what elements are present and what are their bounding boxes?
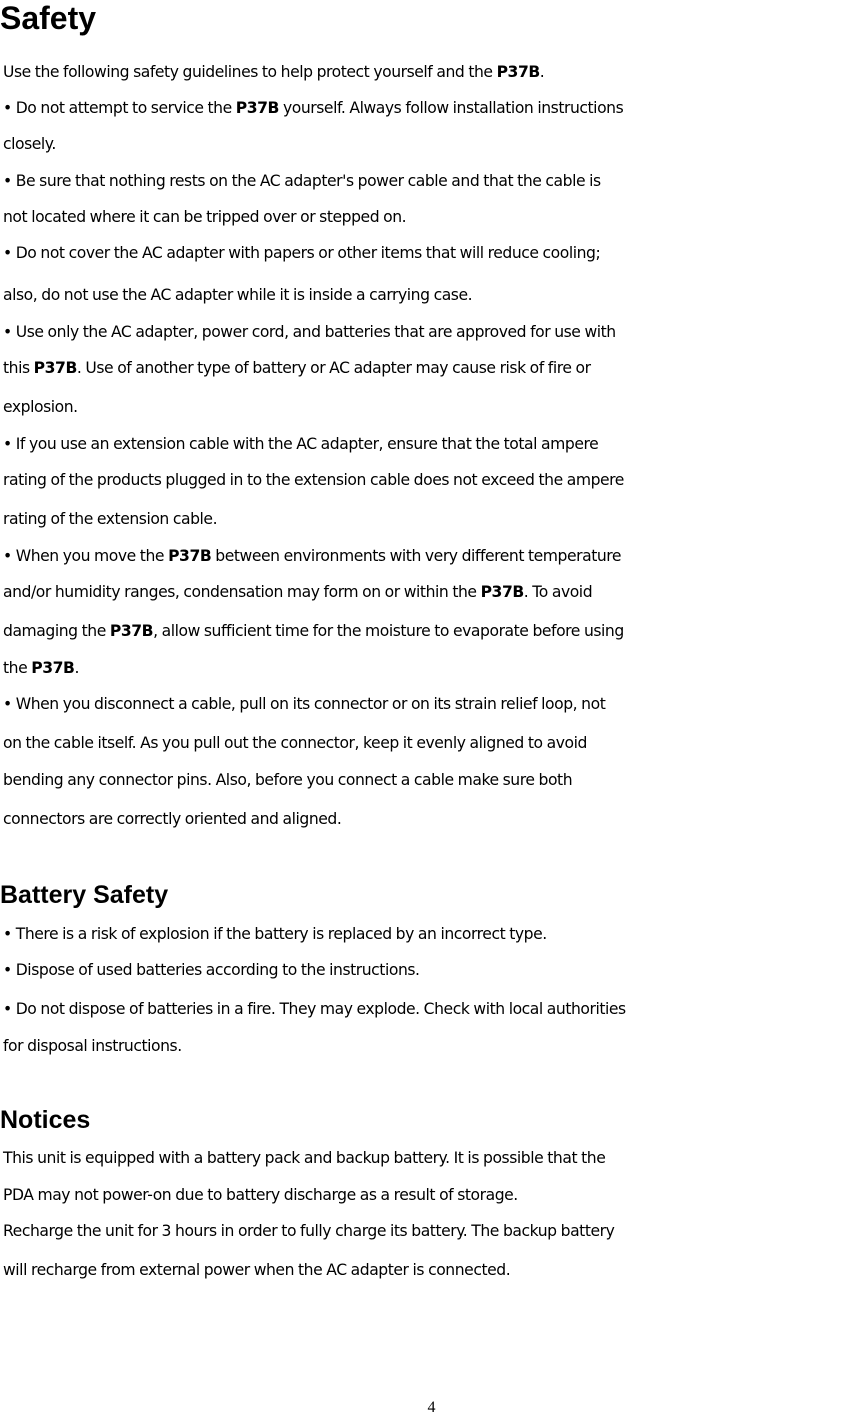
safety-bullet-line: • Use only the AC adapter, power cord, and batteries that are approved for use with [3, 323, 616, 341]
notices-text-line: will recharge from external power when the AC adapter is connected. [3, 1261, 511, 1279]
battery-bullet-line: • Dispose of used batteries according to the instructions. [3, 961, 420, 979]
safety-text-line: not located where it can be tripped over or stepped on. [3, 208, 407, 226]
model-name: P37B [33, 359, 77, 377]
safety-text-line: and/or humidity ranges, condensation may form on or within the P37B. To avoid [3, 583, 593, 601]
model-name: P37B [109, 622, 154, 640]
safety-bullet-line: • Be sure that nothing rests on the AC adapter's power cable and that the cable is [3, 172, 601, 190]
safety-intro: Use the following safety guidelines to help protect yourself and the P37B. [3, 63, 545, 81]
page-number: 4 [427, 1399, 436, 1416]
safety-bullet-line: • When you move the P37B between environments with very different temperature [3, 547, 622, 565]
battery-bullet-line: • Do not dispose of batteries in a fire. They may explode. Check with local authorities [3, 1000, 626, 1018]
safety-bullet-line: • Do not attempt to service the P37B yourself. Always follow installation instructions [3, 99, 624, 117]
notices-heading: Notices [0, 1106, 91, 1134]
battery-safety-heading: Battery Safety [0, 881, 169, 909]
safety-text-line: closely. [3, 135, 56, 153]
safety-bullet-line: • Do not cover the AC adapter with papers or other items that will reduce cooling; [3, 244, 601, 262]
battery-text-line: for disposal instructions. [3, 1037, 182, 1055]
safety-text-line: damaging the P37B, allow sufficient time for the moisture to evaporate before using [3, 622, 624, 640]
safety-text-line: explosion. [3, 398, 78, 416]
safety-text-line: bending any connector pins. Also, before you connect a cable make sure both [3, 771, 573, 789]
safety-text-line: rating of the extension cable. [3, 510, 218, 528]
notices-text-line: Recharge the unit for 3 hours in order to fully charge its battery. The backup battery [3, 1222, 615, 1240]
model-name: P37B [31, 659, 75, 677]
model-name: P37B [480, 583, 524, 601]
safety-text-line: this P37B. Use of another type of battery or AC adapter may cause risk of fire or [3, 359, 591, 377]
safety-text-line: connectors are correctly oriented and aligned. [3, 810, 342, 828]
notices-text-line: This unit is equipped with a battery pack and backup battery. It is possible that the [3, 1149, 606, 1167]
model-name: P37B [168, 547, 212, 565]
safety-text-line: also, do not use the AC adapter while it is inside a carrying case. [3, 286, 473, 304]
model-name: P37B [235, 99, 279, 117]
safety-bullet-line: • When you disconnect a cable, pull on its connector or on its strain relief loop, not [3, 695, 606, 713]
safety-text-line: on the cable itself. As you pull out the connector, keep it evenly aligned to avoid [3, 734, 587, 752]
safety-bullet-line: • If you use an extension cable with the AC adapter, ensure that the total ampere [3, 435, 599, 453]
model-name: P37B [496, 63, 540, 81]
notices-text-line: PDA may not power-on due to battery discharge as a result of storage. [3, 1186, 518, 1204]
safety-text-line: the P37B. [3, 659, 79, 677]
safety-heading: Safety [0, 0, 97, 36]
safety-text-line: rating of the products plugged in to the extension cable does not exceed the ampere [3, 471, 624, 489]
battery-bullet-line: • There is a risk of explosion if the battery is replaced by an incorrect type. [3, 925, 547, 943]
